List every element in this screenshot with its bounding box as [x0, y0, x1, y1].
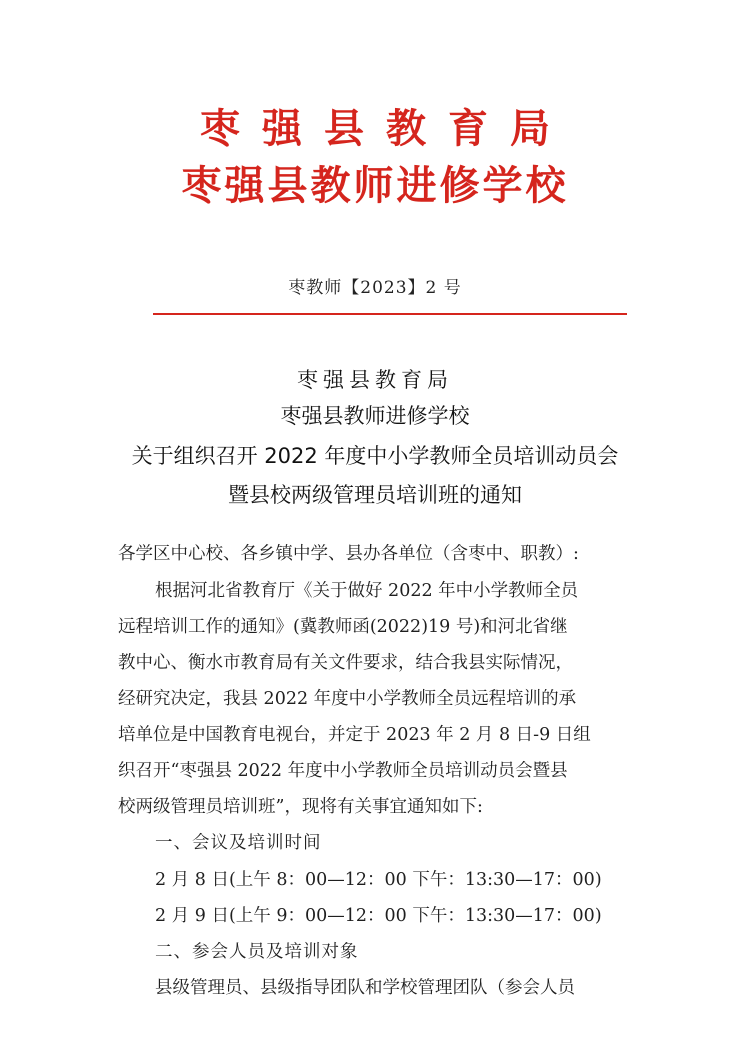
schedule-line-day1: 2 月 8 日(上午 8：00—12：00 下午：13:30—17：00)	[155, 870, 602, 890]
section-heading-participants: 二、参会人员及培训对象	[155, 942, 359, 962]
paragraph-line: 织召开“枣强县 2022 年度中小学教师全员培训动员会暨县	[118, 761, 568, 781]
paragraph-line: 根据河北省教育厅《关于做好 2022 年中小学教师全员	[155, 581, 579, 601]
schedule-line-day2: 2 月 9 日(上午 9：00—12：00 下午：13:30—17：00)	[155, 906, 602, 926]
title-line-2: 枣强县教师进修学校	[280, 404, 470, 428]
red-divider-line	[153, 313, 627, 315]
title-line-3: 关于组织召开 2022 年度中小学教师全员培训动员会	[131, 444, 619, 468]
title-line-4: 暨县校两级管理员培训班的通知	[228, 483, 522, 507]
issuer-heading-education-bureau: 枣强县教育局	[200, 105, 572, 152]
salutation: 各学区中心校、各乡镇中学、县办各单位（含枣中、职教）:	[118, 544, 579, 564]
paragraph-line: 培单位是中国教育电视台，并定于 2023 年 2 月 8 日-9 日组	[118, 725, 591, 745]
paragraph-line: 经研究决定，我县 2022 年度中小学教师全员远程培训的承	[118, 689, 577, 709]
paragraph-line: 校两级管理员培训班”，现将有关事宜通知如下:	[118, 797, 483, 817]
paragraph-line: 教中心、衡水市教育局有关文件要求，结合我县实际情况，	[118, 653, 573, 673]
document-number: 枣教师【2023】2 号	[288, 278, 462, 298]
section-heading-schedule: 一、会议及培训时间	[155, 833, 322, 853]
paragraph-line: 远程培训工作的通知》(冀教师函(2022)19 号)和河北省继	[118, 617, 568, 637]
issuer-heading-teacher-school: 枣强县教师进修学校	[181, 162, 569, 209]
title-line-1: 枣强县教育局	[297, 368, 453, 392]
paragraph-line: 县级管理员、县级指导团队和学校管理团队（参会人员	[155, 978, 575, 998]
